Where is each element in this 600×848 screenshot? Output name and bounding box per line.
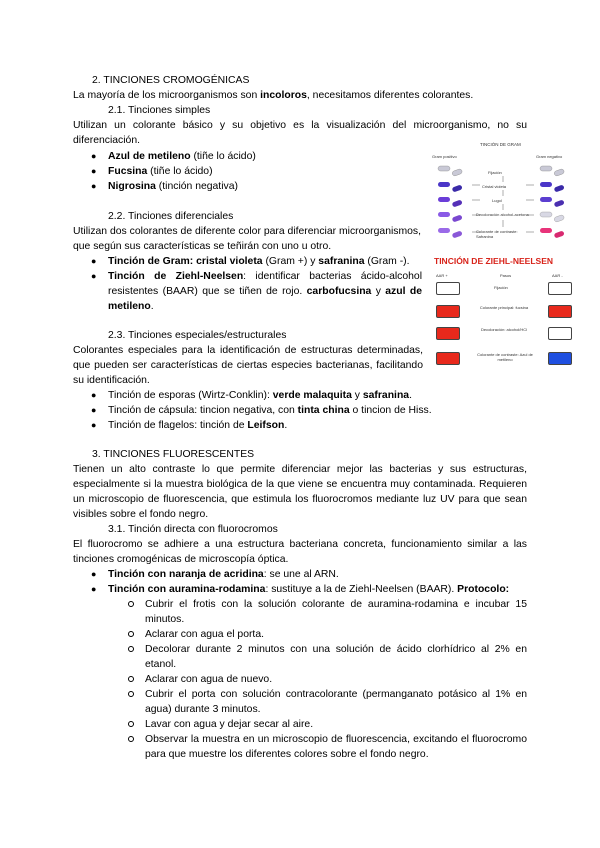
subsection-3-1-text: El fluorocromo se adhiere a una estructura bacteriana concreta, funcionamiento similar a las tinciones cromogénicas de microscopía óptica. <box>73 539 527 565</box>
zn-column-steps: Pasos <box>500 273 512 278</box>
gram-negative-label: Gram negativo <box>536 154 563 159</box>
gram-figure-title: TINCIÓN DE GRAM <box>480 142 521 147</box>
gram-positive-label: Gram positivo <box>432 154 457 159</box>
gram-step: Cristal violeta <box>482 184 507 189</box>
gram-step: Lugol <box>492 198 502 203</box>
zn-step: Decoloración: alcohol/HCl <box>480 327 528 332</box>
zn-box-positive <box>436 282 460 295</box>
zn-box-negative <box>548 327 572 340</box>
bullet-icon: ● <box>91 584 97 594</box>
subsection-2-1-title: 2.1. Tinciones simples <box>108 105 211 116</box>
zn-column-aar-positive: AAR + <box>436 273 448 278</box>
bullet-icon: ● <box>91 390 97 400</box>
ziehl-neelsen-figure <box>432 256 580 376</box>
list-item: Tinción de Gram: cristal violeta (Gram +) y safranina (Gram -). <box>108 256 410 267</box>
zn-box-negative <box>548 305 572 318</box>
section-3-heading: 3. TINCIONES FLUORESCENTES <box>92 449 255 460</box>
zn-box-positive <box>436 352 460 365</box>
circle-bullet-icon <box>128 631 134 637</box>
protocol-step: Observar la muestra en un microscopio de fluorescencia, excitando el fluorocromo para que muestre los diferentes colores sobre el fondo negro. <box>145 734 527 760</box>
zn-box-negative <box>548 282 572 295</box>
list-item: Azul de metileno (tiñe lo ácido) <box>108 151 256 162</box>
list-item: Tinción de Ziehl-Neelsen: identificar bacterias ácido-alcohol resistentes (BAAR) que se tiñen de rojo. carbofucsina y azul de metileno. <box>108 271 423 312</box>
section-2-heading: 2. TINCIONES CROMOGÉNICAS <box>92 75 250 86</box>
list-item: Tinción de esporas (Wirtz-Conklin): verde malaquita y safranina. <box>108 390 412 401</box>
list-item: Fucsina (tiñe lo ácido) <box>108 166 213 177</box>
list-item: Tinción con naranja de acridina: se une al ARN. <box>108 569 339 580</box>
protocol-step: Aclarar con agua de nuevo. <box>145 674 273 685</box>
circle-bullet-icon <box>128 736 134 742</box>
subsection-2-3-text: Colorantes especiales para la identificación de estructuras determinadas, que pueden ser características de ciertas especies bacterianas, facilitando su identificación. <box>73 345 423 386</box>
zn-box-negative <box>548 352 572 365</box>
list-item: Tinción de cápsula: tincion negativa, con tinta china o tincion de Hiss. <box>108 405 432 416</box>
bullet-icon: ● <box>91 256 97 266</box>
bullet-icon: ● <box>91 405 97 415</box>
circle-bullet-icon <box>128 646 134 652</box>
list-item: Tinción con auramina-rodamina: sustituye a la de Ziehl-Neelsen (BAAR). Protocolo: <box>108 584 510 595</box>
zn-box-positive <box>436 305 460 318</box>
bullet-icon: ● <box>91 181 97 191</box>
bullet-icon: ● <box>91 569 97 579</box>
bullet-icon: ● <box>91 166 97 176</box>
zn-step: Fijación <box>494 285 508 290</box>
subsection-2-2-text: Utilizan dos colorantes de diferente color para diferenciar microorganismos, que según sus características se teñirán con uno u otro. <box>73 226 421 252</box>
bullet-icon: ● <box>91 271 97 281</box>
gram-step: Decoloración alcohol-acetona <box>476 212 529 217</box>
protocol-step: Cubrir el porta con solución contracolorante (permanganato potásico al 1% en agua) durante 3 minutos. <box>145 689 527 715</box>
bullet-icon: ● <box>91 420 97 430</box>
zn-step: Colorante principal: fucsina <box>479 305 529 310</box>
protocol-step: Cubrir el frotis con la solución colorante de auramina-rodamina e incubar 15 minutos. <box>145 599 527 625</box>
zn-step: Colorante de contraste: Azul de metileno <box>477 352 533 362</box>
section-2-intro: La mayoría de los microorganismos son incoloros, necesitamos diferentes colorantes. <box>73 90 474 101</box>
circle-bullet-icon <box>128 691 134 697</box>
zn-box-positive <box>436 327 460 340</box>
gram-step: Fijación <box>488 170 502 175</box>
protocol-step: Decolorar durante 2 minutos con una solución de ácido clorhídrico al 2% en etanol. <box>145 644 527 670</box>
gram-bacteria-illustration <box>428 140 578 250</box>
circle-bullet-icon <box>128 721 134 727</box>
bullet-icon: ● <box>91 151 97 161</box>
gram-stain-figure <box>428 140 578 250</box>
list-item: Tinción de flagelos: tinción de Leifson. <box>108 420 288 431</box>
subsection-2-2-title: 2.2. Tinciones diferenciales <box>108 211 234 222</box>
circle-bullet-icon <box>128 601 134 607</box>
subsection-2-3-title: 2.3. Tinciones especiales/estructurales <box>108 330 287 341</box>
zn-figure-title: TINCIÓN DE ZIEHL-NEELSEN <box>434 256 554 266</box>
section-3-intro: Tienen un alto contraste lo que permite diferenciar mejor las bacterias y sus estructuras, especialmente si la muestra biológica de la que viene se encuentra muy contaminada. Requieren un microscopio de fluorescencia, que estimula los fluorocromos mediante luz UV para que sean visibles sobre el fondo negro. <box>73 464 527 520</box>
list-item: Nigrosina (tinción negativa) <box>108 181 238 192</box>
zn-column-aar-negative: AAR - <box>552 273 563 278</box>
subsection-2-1-text: Utilizan un colorante básico y su objetivo es la visualización del microorganismo, no su diferenciación. <box>73 120 527 146</box>
protocol-step: Lavar con agua y dejar secar al aire. <box>145 719 314 730</box>
circle-bullet-icon <box>128 676 134 682</box>
subsection-3-1-title: 3.1. Tinción directa con fluorocromos <box>108 524 278 535</box>
protocol-step: Aclarar con agua el porta. <box>145 629 264 640</box>
gram-step: Colorante de contraste: Safranina <box>476 229 518 239</box>
